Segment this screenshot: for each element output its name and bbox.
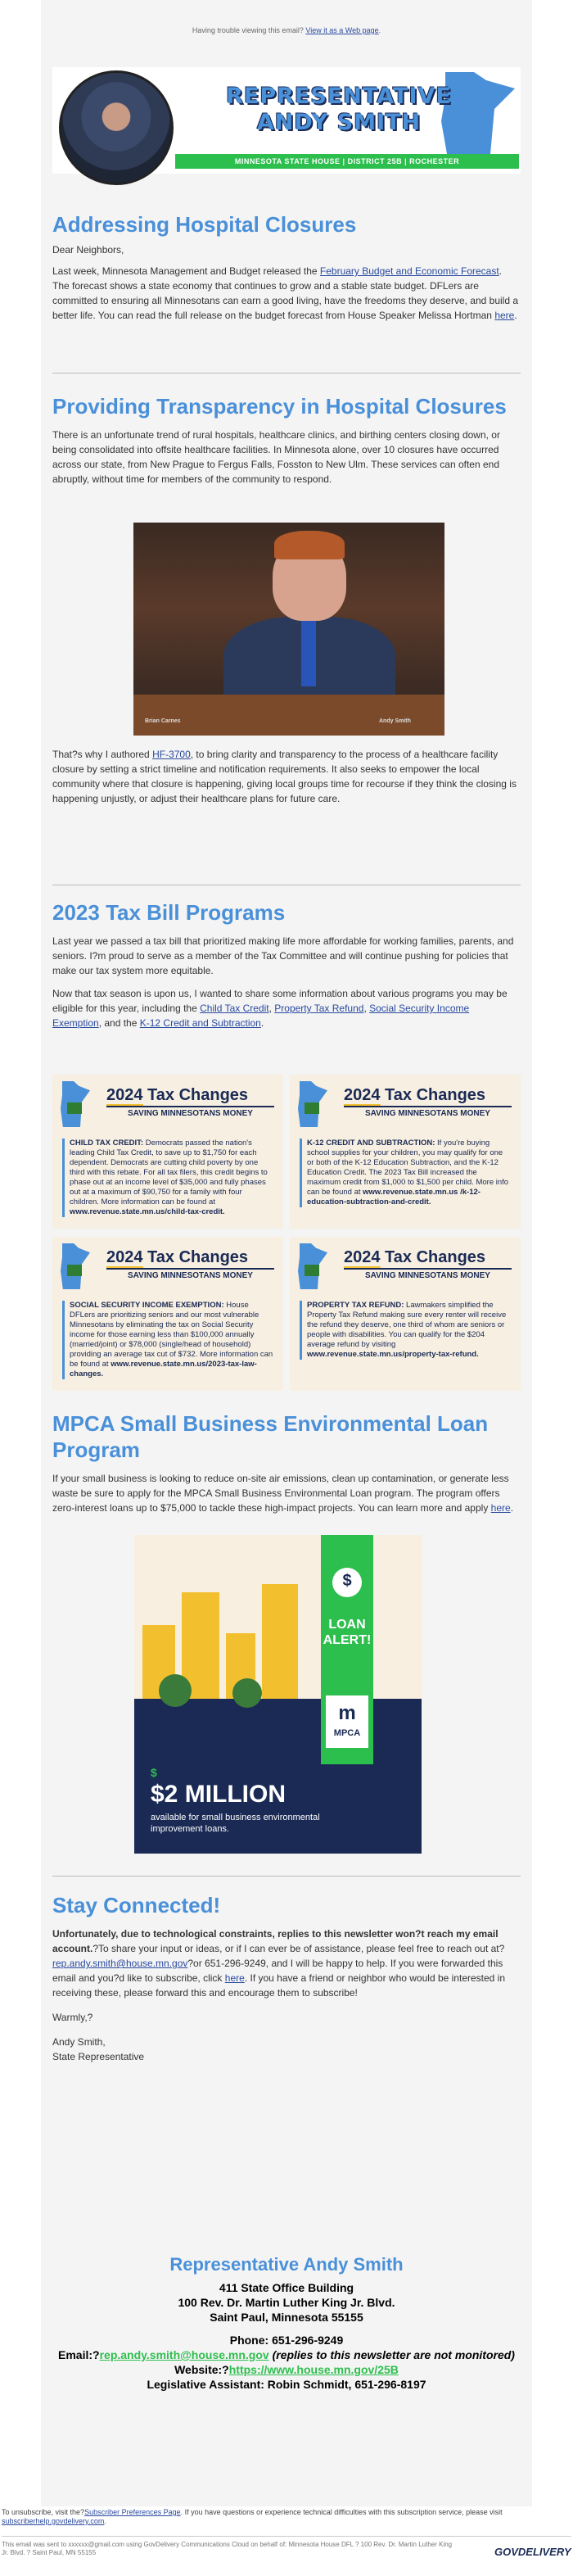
tax-card-subtitle: SAVING MINNESOTANS MONEY	[344, 1109, 512, 1118]
text-run: To unsubscribe, visit the?	[2, 2508, 85, 2516]
section-title: Providing Transparency in Hospital Closures	[52, 394, 507, 419]
contact-phone: Phone: 651-296-9249	[229, 2334, 344, 2347]
header-title-line1: REPRESENTATIVE	[226, 84, 452, 109]
tax-card-url: www.revenue.state.mn.us/property-tax-refund.	[307, 1350, 479, 1359]
text-run: , and the	[98, 1017, 140, 1029]
text-run: If your small business is looking to reduce on-site air emissions, clean up contamination, or generate less waste be sure to apply for the MPCA Small Business Environmental Loan program. The program offers zero-interest loans up to $75,000 to tackle these high-impact projects. You can learn more and apply	[52, 1473, 509, 1514]
contact-email-line	[52, 2347, 521, 2362]
hf3700-link[interactable]: HF-3700	[152, 749, 191, 760]
text-run: . If you have questions or experience technical difficulties with this subscription service, please visit	[180, 2508, 503, 2516]
contact-email-link[interactable]: rep.andy.smith@house.mn.gov	[99, 2348, 269, 2361]
tax-card-year: 2024	[106, 1086, 143, 1107]
tax-card-social-security	[52, 1237, 283, 1391]
tax-card-header	[52, 1237, 283, 1294]
contact-block	[52, 2252, 521, 2392]
loan-caption: available for small business environmental improvement loans.	[151, 1813, 320, 1834]
section-hospital-closures	[52, 211, 521, 323]
tax-card-subtitle: SAVING MINNESOTANS MONEY	[106, 1109, 274, 1118]
mpca-logo	[326, 1695, 368, 1748]
text-run: ?or 651-296-9249, and I will be happy to help. If you were forwarded this email and you?d like to subscribe, click	[52, 1958, 503, 1984]
preheader-text: Having trouble viewing this email?	[192, 26, 306, 34]
loan-alert-tag	[321, 1535, 373, 1764]
hortman-release-link[interactable]: here	[494, 310, 515, 321]
forecast-link[interactable]: February Budget and Economic Forecast	[319, 265, 499, 277]
tax-card-title	[106, 1248, 248, 1267]
tax-card-text: Lawmakers simplified the Property Tax Refund making sure every renter will receive the refund they deserve, one third of whom are seniors or people with disabilities. You can qualify for the $204 average refund by visiting	[307, 1301, 507, 1349]
tax-card-heading: SOCIAL SECURITY INCOME EXEMPTION:	[70, 1301, 224, 1310]
tax-card-title-rest: Tax Changes	[380, 1248, 486, 1266]
section-mpca-loan	[52, 1410, 521, 1515]
closures-paragraph: There is an unfortunate trend of rural hospitals, healthcare clinics, and birthing centers closing down, or being consolidated into offsite healthcare facilities. In Minnesota alone, over 10 closures have occurred across our state, from New Prague to Fergus Falls, Fosston to New Ulm. These services can often end abruptly, without time for members of the community to respond.	[52, 429, 500, 485]
text-run: . If you have a friend or neighbor who would be interested in receiving these, please forward this and encourage them to subscribe!	[52, 1972, 506, 1999]
email-label: Email:?	[58, 2348, 100, 2361]
text-run: That?s why I authored	[52, 749, 153, 760]
section-stay-connected	[52, 1892, 521, 2064]
email-note: (replies to this newsletter are not monitored)	[268, 2348, 515, 2361]
tax-card-title	[344, 1086, 485, 1105]
tax-card-body	[300, 1139, 511, 1207]
tax-card-body	[62, 1301, 273, 1379]
house-icon	[305, 1102, 319, 1114]
header-title-line2: ANDY SMITH	[256, 110, 422, 135]
tax-card-title	[344, 1248, 485, 1267]
unsubscribe-text	[2, 2508, 566, 2526]
tax-card-title-rest: Tax Changes	[142, 1248, 249, 1266]
text-run: .	[260, 1017, 264, 1029]
loan-amount: $2 MILLION	[151, 1781, 286, 1808]
tax-card-year: 2024	[106, 1248, 143, 1269]
house-icon	[67, 1102, 82, 1114]
house-icon	[67, 1265, 82, 1276]
tax-card-title-rest: Tax Changes	[380, 1086, 486, 1104]
divider	[52, 1876, 521, 1877]
preheader-end: .	[378, 26, 381, 34]
tax-card-text: If you're buying school supplies for your children, you may qualify for one or both of the K-12 Education Subtraction, and the K-12 Education Credit. The 2023 Tax Bill increased the maximum credit from $1,000 to $1,500 per child. More info can be found at	[307, 1139, 509, 1197]
tax-card-url: www.revenue.state.mn.us/2023-tax-law-changes.	[70, 1360, 257, 1379]
nameplate-left: Brian Carnes	[145, 718, 181, 724]
tax-programs-paragraph	[52, 986, 521, 1030]
subscriber-help-link[interactable]: subscriberhelp.govdelivery.com	[2, 2517, 105, 2525]
photo-hair	[274, 531, 345, 559]
k12-credit-link[interactable]: K-12 Credit and Subtraction	[139, 1017, 261, 1029]
tax-card-title-rest: Tax Changes	[142, 1086, 249, 1104]
tax-card-subtitle: SAVING MINNESOTANS MONEY	[106, 1271, 274, 1280]
hearing-photo	[133, 523, 444, 736]
tax-card-header	[290, 1237, 521, 1294]
tax-card-subtitle: SAVING MINNESOTANS MONEY	[344, 1271, 512, 1280]
social-security-link[interactable]: Social Security Income Exemption	[52, 1003, 470, 1029]
section-transparency	[52, 393, 521, 487]
closing: Warmly,?	[52, 2012, 93, 2023]
preheader	[41, 0, 532, 66]
tax-card-body	[62, 1139, 273, 1217]
loan-alert-text	[321, 1617, 373, 1648]
tax-card-year: 2024	[344, 1086, 381, 1107]
address-line2: 100 Rev. Dr. Martin Luther King Jr. Blvd.	[178, 2296, 395, 2309]
mpca-paragraph	[52, 1471, 521, 1515]
tax-card-k12	[290, 1075, 521, 1229]
contact-website-line	[52, 2362, 521, 2377]
text-run: Last week, Minnesota Management and Budget released the	[52, 265, 320, 277]
section-tax-bill	[52, 899, 521, 1030]
legislative-assistant: Legislative Assistant: Robin Schmidt, 651-296-8197	[147, 2378, 426, 2391]
email-body	[41, 0, 532, 2506]
website-label: Website:?	[174, 2363, 229, 2376]
section-title: Stay Connected!	[52, 1893, 221, 1917]
section-title: Addressing Hospital Closures	[52, 212, 357, 237]
tree-shape	[232, 1678, 262, 1708]
newsletter-header	[52, 67, 521, 174]
text-run: ,	[268, 1003, 275, 1014]
text-run: .	[510, 1502, 514, 1514]
building-shape	[262, 1584, 298, 1699]
tax-cards-grid	[52, 1075, 521, 1402]
tax-intro-paragraph: Last year we passed a tax bill that prioritized making life more affordable for working families, parents, and seniors. I?m proud to serve as a member of the Tax Committee and will continue pushing for policies that make our tax system more equitable.	[52, 935, 514, 976]
nameplate-right: Andy Smith	[379, 718, 411, 724]
reply-warning: Unfortunately, due to technological constraints, replies to this newsletter won?t reach my email account.	[52, 1928, 499, 1954]
tax-card-title	[106, 1086, 248, 1105]
tax-card-body	[300, 1301, 511, 1360]
budget-paragraph	[52, 264, 521, 323]
representative-portrait	[59, 70, 174, 185]
mpca-logo-mark: m	[338, 1702, 356, 1724]
rep-email-link[interactable]: rep.andy.smith@house.mn.gov	[52, 1958, 188, 1969]
text-run: . The forecast shows a state economy that continues to grow and a stable state budget. DFLers are committed to ensuring all Minnesotans can earn a good living, have the freedoms they deserve, and build a better life. You can read the full release on the budget forecast from House Speaker Melissa Hortman	[52, 265, 519, 321]
hf3700-block	[52, 747, 521, 806]
lightbulb-icon	[332, 1568, 362, 1597]
house-icon	[305, 1265, 319, 1276]
photo-desk	[133, 695, 444, 736]
text-run: .	[104, 2517, 106, 2525]
mpca-apply-link[interactable]: here	[490, 1502, 511, 1514]
tax-card-header	[52, 1075, 283, 1132]
tax-card-year: 2024	[344, 1248, 381, 1269]
text-run: Now that tax season is upon us, I wanted to share some information about various programs you may be eligible for this year, including the	[52, 988, 508, 1014]
govdelivery-logo[interactable]: GOVDELIVERY	[494, 2546, 571, 2558]
alert-line1: LOAN	[328, 1618, 366, 1632]
address-line3: Saint Paul, Minnesota 55155	[210, 2311, 363, 2324]
mpca-logo-text: MPCA	[333, 1728, 361, 1738]
tax-card-heading: K-12 CREDIT AND SUBTRACTION:	[307, 1139, 435, 1148]
address-line1: 411 State Office Building	[219, 2281, 354, 2294]
text-run: , to bring clarity and transparency to the process of a healthcare facility closure by setting a strict timeline and notification requirements. It also seeks to empower the local community where that closure is happening, giving local groups time for recourse if they think the closing is happening unjustly, or adjust their healthcare plans for future care.	[52, 749, 517, 804]
footer-divider	[2, 2536, 571, 2537]
tax-card-url: www.revenue.state.mn.us/child-tax-credit.	[70, 1207, 225, 1216]
tax-card-url: www.revenue.state.mn.us /k-12-education-subtraction-and-credit.	[307, 1188, 481, 1207]
tax-card-heading: CHILD TAX CREDIT:	[70, 1139, 144, 1148]
tax-card-header	[290, 1075, 521, 1132]
subscriber-preferences-link[interactable]: Subscriber Preferences Page	[84, 2508, 181, 2516]
tax-card-text: House DFLers are prioritizing seniors and our most vulnerable Minnesotans by eliminating the tax on Social Security income for those earning less than $100,000 annually (married/joint) or $78,000 (single/head of household) providing an average tax cut of $732. More information can be found at	[70, 1301, 273, 1369]
signature-title: State Representative	[52, 2051, 145, 2062]
contact-name: Representative Andy Smith	[169, 2254, 404, 2275]
subscribe-link[interactable]: here	[224, 1972, 245, 1984]
tax-card-property-refund	[290, 1237, 521, 1391]
contact-paragraph	[52, 1926, 521, 2000]
section-title: MPCA Small Business Environmental Loan Program	[52, 1411, 489, 1462]
alert-line2: ALERT!	[323, 1633, 372, 1647]
mpca-loan-graphic	[134, 1535, 422, 1854]
property-tax-refund-link[interactable]: Property Tax Refund	[274, 1003, 364, 1014]
contact-website-link[interactable]: https://www.house.mn.gov/25B	[228, 2363, 399, 2376]
text-run: ?To share your input or ideas, or if I can ever be of assistance, please feel free to reach out at?	[92, 1943, 505, 1954]
tax-card-text: Democrats passed the nation's leading Child Tax Credit, to save up to $1,750 for each dependent. Democrats are cutting child poverty by one third with this rebate. For all tax filers, this credit begins to phase out at an income level of $35,000 and fully phases out at a maximum of $90,750 for a family with four children. More information can be found at	[70, 1139, 268, 1207]
photo-tie	[301, 621, 316, 686]
header-title	[216, 84, 462, 136]
signature-name: Andy Smith,	[52, 2036, 106, 2048]
section-title: 2023 Tax Bill Programs	[52, 900, 286, 925]
greeting: Dear Neighbors,	[52, 244, 124, 256]
text-run: .	[514, 310, 517, 321]
child-tax-credit-link[interactable]: Child Tax Credit	[200, 1003, 269, 1014]
tax-card-heading: PROPERTY TAX REFUND:	[307, 1301, 404, 1310]
text-run: ,	[363, 1003, 370, 1014]
web-version-link[interactable]: View it as a Web page	[305, 26, 379, 34]
hf3700-paragraph	[52, 747, 521, 806]
tree-shape	[159, 1674, 192, 1707]
sent-info: This email was sent to xxxxxx@gmail.com using GovDelivery Communications Cloud on behalf of: Minnesota House DFL ? 100 Rev. Dr. Martin Luther King Jr. Blvd. ? Saint Paul, MN 55155	[2, 2541, 453, 2556]
tax-card-child-credit	[52, 1075, 283, 1229]
email-footer	[0, 2506, 573, 2576]
district-bar: MINNESOTA STATE HOUSE | DISTRICT 25B | ROCHESTER	[175, 154, 519, 169]
dollar-icon: $	[151, 1766, 157, 1779]
